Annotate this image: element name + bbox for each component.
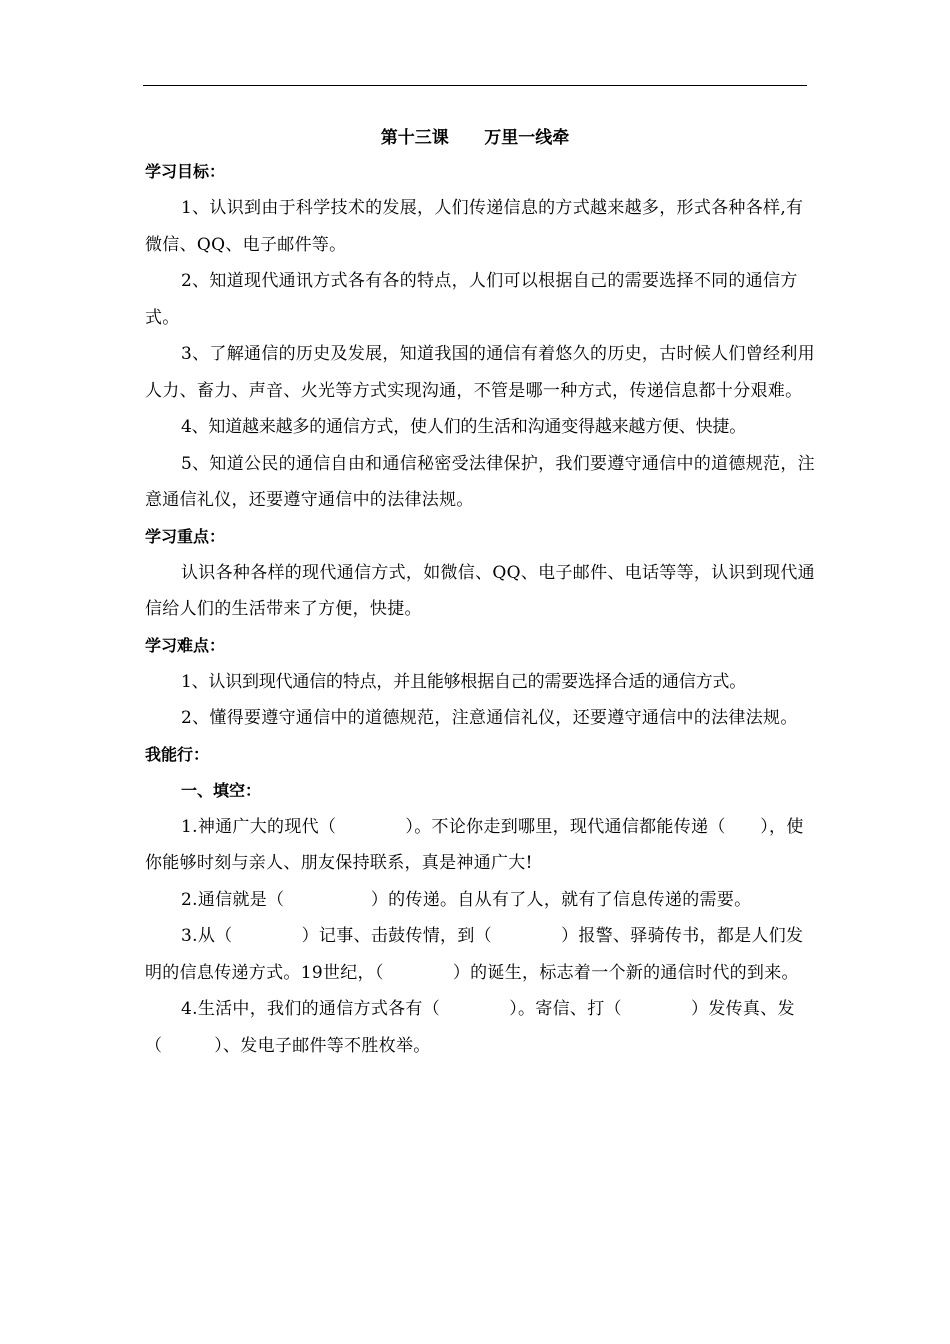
key-points-text: 认识各种各样的现代通信方式，如微信、QQ、电子邮件、电话等等，认识到现代通信给人们的生活带来了方便，快捷。: [145, 562, 815, 619]
difficulty-item-1: 1、认识到现代通信的特点，并且能够根据自己的需要选择合适的通信方式。: [181, 671, 747, 692]
difficulty-item-2: 2、懂得要遵守通信中的道德规范，注意通信礼仪，还要遵守通信中的法律法规。: [181, 708, 798, 728]
objective-item-4: 4、知道越来越多的通信方式，使人们的生活和沟通变得越来越方便、快捷。: [181, 417, 747, 437]
objective-item-2: 2、知道现代通讯方式各有各的特点，人们可以根据自己的需要选择不同的通信方式。: [145, 271, 798, 328]
exercise-item-1: 1.神通广大的现代（ ）。不论你走到哪里，现代通信都能传递（ ），使你能够时刻与亲人、朋友保持联系，真是神通广大!: [145, 816, 804, 873]
exercise-item-4: 4.生活中，我们的通信方式各有（ ）。寄信、打（ ）发传真、发（ ）、发电子邮件等不胜枚举。: [145, 999, 795, 1056]
header-rule: [143, 85, 807, 86]
exercises-heading: 我能行：: [145, 744, 210, 764]
exercise-item-2: 2.通信就是（ ）的传递。自从有了人，就有了信息传递的需要。: [181, 889, 752, 910]
document-body: [145, 122, 815, 1064]
lesson-title: 第十三课 万里一线牵: [380, 128, 570, 148]
key-points-heading: 学习重点：: [145, 526, 226, 546]
difficulties-heading: 学习难点：: [145, 635, 226, 655]
fill-blank-heading: 一、填空：: [181, 780, 262, 800]
objectives-heading: 学习目标：: [145, 162, 226, 181]
objective-item-5: 5、知道公民的通信自由和通信秘密受法律保护，我们要遵守通信中的道德规范，注意通信礼仪，还要遵守通信中的法律法规。: [145, 453, 815, 510]
objective-item-1: 1、认识到由于科学技术的发展，人们传递信息的方式越来越多，形式各种各样,有微信、QQ、电子邮件等。: [145, 198, 804, 255]
exercise-item-3: 3.从（ ）记事、击鼓传情，到（ ）报警、驿骑传书，都是人们发明的信息传递方式。19世纪，（ ）的诞生，标志着一个新的通信时代的到来。: [145, 926, 804, 983]
objective-item-3: 3、了解通信的历史及发展，知道我国的通信有着悠久的历史，古时候人们曾经利用人力、畜力、声音、火光等方式实现沟通，不管是哪一种方式，传递信息都十分艰难。: [145, 344, 815, 401]
